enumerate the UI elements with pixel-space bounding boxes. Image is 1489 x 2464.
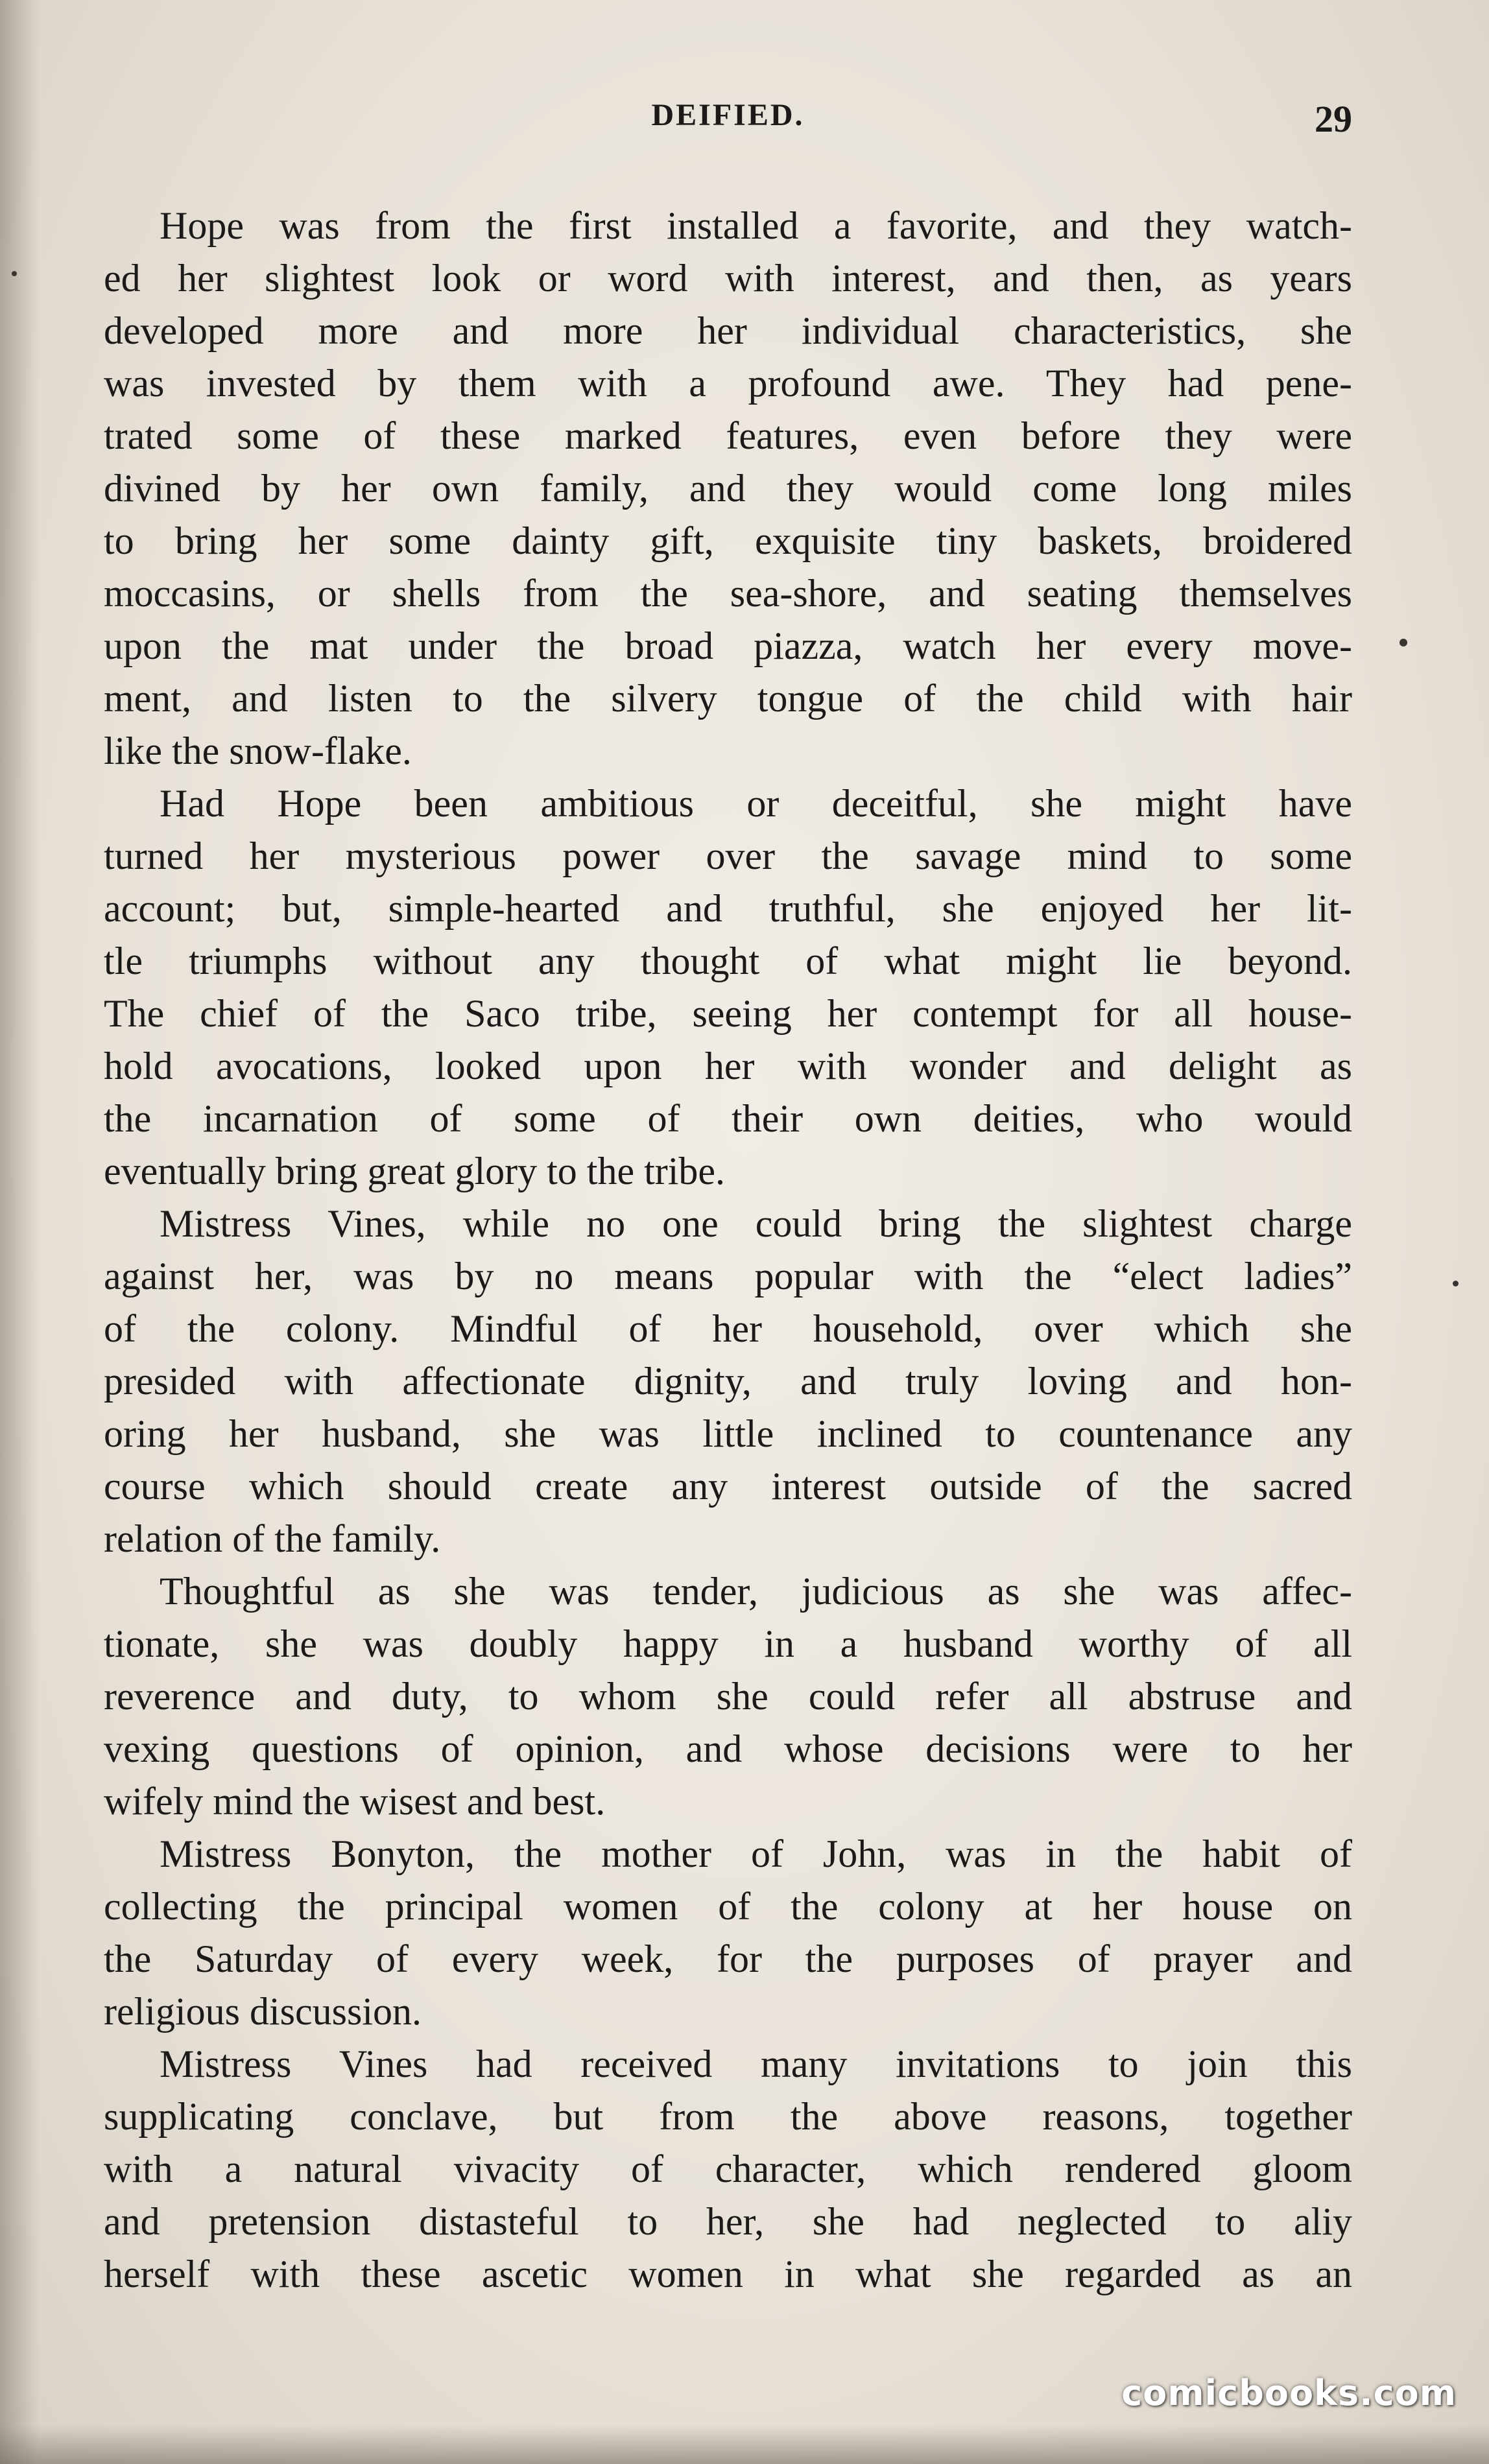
text-line: with a natural vivacity of character, which rendered gloom [104,2148,1352,2190]
page-header [104,97,1352,149]
watermark: comicbooks.com [1121,2373,1457,2413]
ink-speck [1453,1281,1459,1286]
text-line: account; but, simple-hearted and truthful, she enjoyed her lit- [104,887,1352,930]
text-line: upon the mat under the broad piazza, watch her every move- [104,624,1352,667]
text-line: developed more and more her individual characteristics, she [104,309,1352,352]
ink-speck [12,271,17,276]
body-text [104,200,1352,2301]
text-line: Mistress Bonyton, the mother of John, was in the habit of [160,1832,1352,1875]
text-line: the Saturday of every week, for the purposes of prayer and [104,1937,1352,1980]
page-bottom-edge [0,2425,1489,2464]
text-line: The chief of the Saco tribe, seeing her contempt for all house- [104,992,1352,1035]
text-line: Thoughtful as she was tender, judicious as she was affec- [160,1570,1352,1613]
text-line: the incarnation of some of their own deities, who would [104,1097,1352,1140]
text-line: of the colony. Mindful of her household, over which she [104,1307,1352,1350]
text-line: like the snow-flake. [104,729,412,772]
text-line: and pretension distasteful to her, she had neglected to aliy [104,2200,1352,2243]
text-line: wifely mind the wisest and best. [104,1780,606,1823]
text-line: eventually bring great glory to the tribe. [104,1150,726,1192]
text-line: presided with affectionate dignity, and truly loving and hon- [104,1360,1352,1403]
running-head: DEIFIED. [651,98,805,132]
text-line: ment, and listen to the silvery tongue of the child with hair [104,677,1352,720]
text-line: course which should create any interest outside of the sacred [104,1465,1352,1508]
text-line: Had Hope been ambitious or deceitful, she might have [160,782,1352,825]
page-number: 29 [1315,98,1352,140]
text-line: Hope was from the first installed a favorite, and they watch- [160,204,1352,247]
text-line: tle triumphs without any thought of what might lie beyond. [104,940,1352,982]
text-line: divined by her own family, and they would come long miles [104,467,1352,510]
text-line: oring her husband, she was little inclined to countenance any [104,1412,1352,1455]
text-line: to bring her some dainty gift, exquisite tiny baskets, broidered [104,519,1352,562]
text-line: hold avocations, looked upon her with wonder and delight as [104,1045,1352,1087]
text-line: Mistress Vines, while no one could bring the slightest charge [160,1202,1352,1245]
text-line: relation of the family. [104,1517,441,1560]
text-line: tionate, she was doubly happy in a husband worthy of all [104,1622,1352,1665]
text-line: against her, was by no means popular with the “elect ladies” [104,1255,1352,1297]
text-line: supplicating conclave, but from the above reasons, together [104,2095,1352,2138]
text-line: moccasins, or shells from the sea-shore, and seating themselves [104,572,1352,615]
text-line: reverence and duty, to whom she could refer all abstruse and [104,1675,1352,1718]
text-line: herself with these ascetic women in what she regarded as an [104,2253,1352,2295]
text-line: collecting the principal women of the colony at her house on [104,1885,1352,1928]
text-line: Mistress Vines had received many invitations to join this [160,2043,1352,2085]
text-line: ed her slightest look or word with interest, and then, as years [104,257,1352,300]
text-line: turned her mysterious power over the savage mind to some [104,835,1352,877]
text-line: trated some of these marked features, even before they were [104,414,1352,457]
text-line: religious discussion. [104,1990,422,2033]
ink-speck [1400,639,1407,646]
binding-shadow [0,0,39,2464]
text-line: vexing questions of opinion, and whose decisions were to her [104,1727,1352,1770]
text-line: was invested by them with a profound awe. They had pene- [104,362,1352,405]
